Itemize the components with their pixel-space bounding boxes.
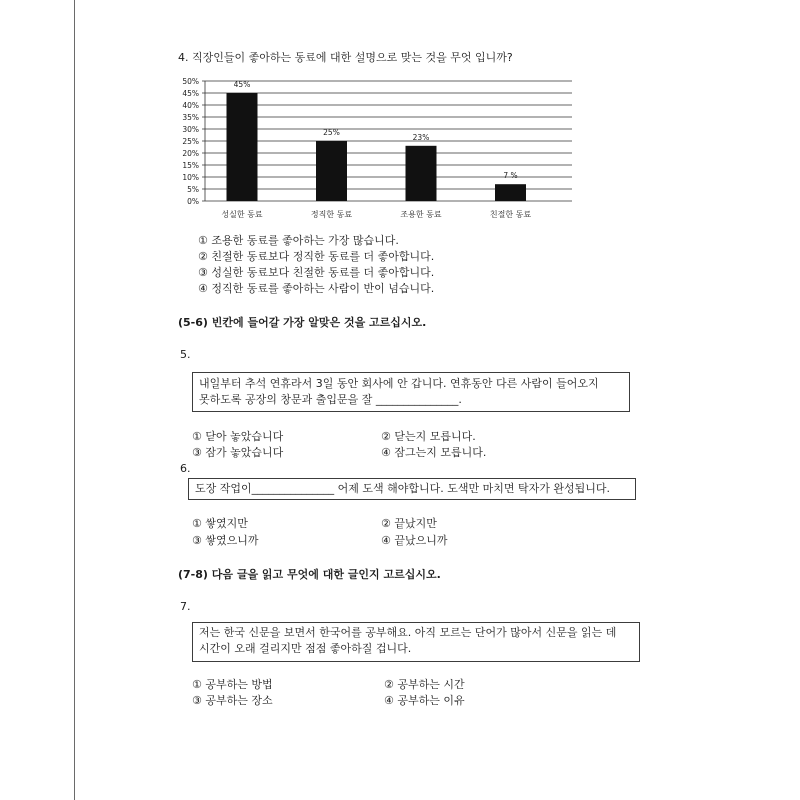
question-7-option-1: ① 공부하는 방법 (192, 678, 273, 691)
question-5-option-3: ③ 잠가 놓았습니다 (192, 446, 284, 459)
y-tick-label: 25% (182, 137, 199, 146)
question-7-option-3: ③ 공부하는 장소 (192, 694, 273, 707)
question-7-passage-box (192, 622, 640, 662)
y-tick-label: 20% (182, 149, 199, 158)
question-5-passage-line-2: 못하도록 공장의 창문과 출입문을 잘 _______________. (199, 393, 462, 406)
question-6-passage-box (188, 478, 636, 500)
y-tick-label: 35% (182, 113, 199, 122)
data-label: 23% (412, 132, 430, 142)
question-5-option-1: ① 닫아 놓았습니다 (192, 430, 284, 443)
y-tick-label: 10% (182, 173, 199, 182)
y-tick-label: 5% (187, 185, 199, 194)
question-5-passage-box (192, 372, 630, 412)
bar-chart (170, 70, 580, 225)
question-6-option-4: ④ 끝났으니까 (381, 534, 448, 547)
question-6-option-2: ② 끝났지만 (381, 517, 437, 530)
section-5-6-instruction: (5-6) 빈칸에 들어갈 가장 알맞은 것을 고르십시오. (178, 316, 427, 329)
question-7-option-4: ④ 공부하는 이유 (384, 694, 465, 707)
section-7-8-instruction: (7-8) 다음 글을 읽고 무엇에 대한 글인지 고르십시오. (178, 568, 441, 581)
data-label: 45% (233, 80, 251, 89)
x-category-label: 조용한 동료 (400, 210, 442, 219)
x-category-label: 성실한 동료 (221, 210, 263, 219)
x-category-label: 친절한 동료 (489, 210, 532, 219)
y-tick-label: 30% (182, 125, 199, 134)
bar (227, 93, 258, 201)
question-4-title: 4. 직장인들이 좋아하는 동료에 대한 설명으로 맞는 것을 무엇 입니까? (178, 51, 513, 64)
x-category-label: 정직한 동료 (310, 210, 353, 219)
y-tick-label: 45% (182, 89, 199, 98)
question-6-number: 6. (180, 462, 191, 475)
question-7-passage-line-2: 시간이 오래 걸리지만 점점 좋아하질 겁니다. (199, 642, 412, 655)
question-5-option-2: ② 닫는지 모릅니다. (381, 430, 476, 443)
question-6-passage: 도장 작업이_______________ 어제 도색 해야합니다. 도색만 마치면 탁자가 완성됩니다. (195, 482, 610, 495)
question-4-option-2: ② 친절한 동료보다 정직한 동료를 더 좋아합니다. (198, 250, 435, 263)
question-4-option-4: ④ 정직한 동료를 좋아하는 사람이 반이 넘습니다. (198, 282, 435, 295)
scan-margin-line (74, 0, 75, 800)
data-label: 25% (323, 128, 340, 137)
y-tick-label: 15% (182, 161, 199, 170)
question-5-option-4: ④ 잠그는지 모릅니다. (381, 446, 487, 459)
question-4-option-1: ① 조용한 동료를 좋아하는 가장 많습니다. (198, 234, 399, 247)
question-5-number: 5. (180, 348, 191, 361)
y-tick-label: 50% (182, 77, 199, 86)
question-6-option-1: ① 쌓였지만 (192, 517, 248, 530)
question-6-option-3: ③ 쌓였으니까 (192, 534, 259, 547)
bar (406, 146, 437, 201)
question-7-passage-line-1: 저는 한국 신문을 보면서 한국어를 공부해요. 아직 모르는 단어가 많아서 신문을 읽는 데 (199, 626, 617, 639)
y-tick-label: 0% (187, 197, 199, 206)
bar (495, 184, 526, 201)
question-7-number: 7. (180, 600, 191, 613)
data-label: 7 % (503, 171, 518, 181)
question-4-option-3: ③ 성실한 동료보다 친절한 동료를 더 좋아합니다. (198, 266, 435, 279)
y-tick-label: 40% (182, 101, 199, 110)
question-5-passage-line-1: 내일부터 추석 연휴라서 3일 동안 회사에 안 갑니다. 연휴동안 다른 사람이 들어오지 (199, 377, 599, 390)
question-7-option-2: ② 공부하는 시간 (384, 678, 465, 691)
bar (316, 141, 347, 201)
